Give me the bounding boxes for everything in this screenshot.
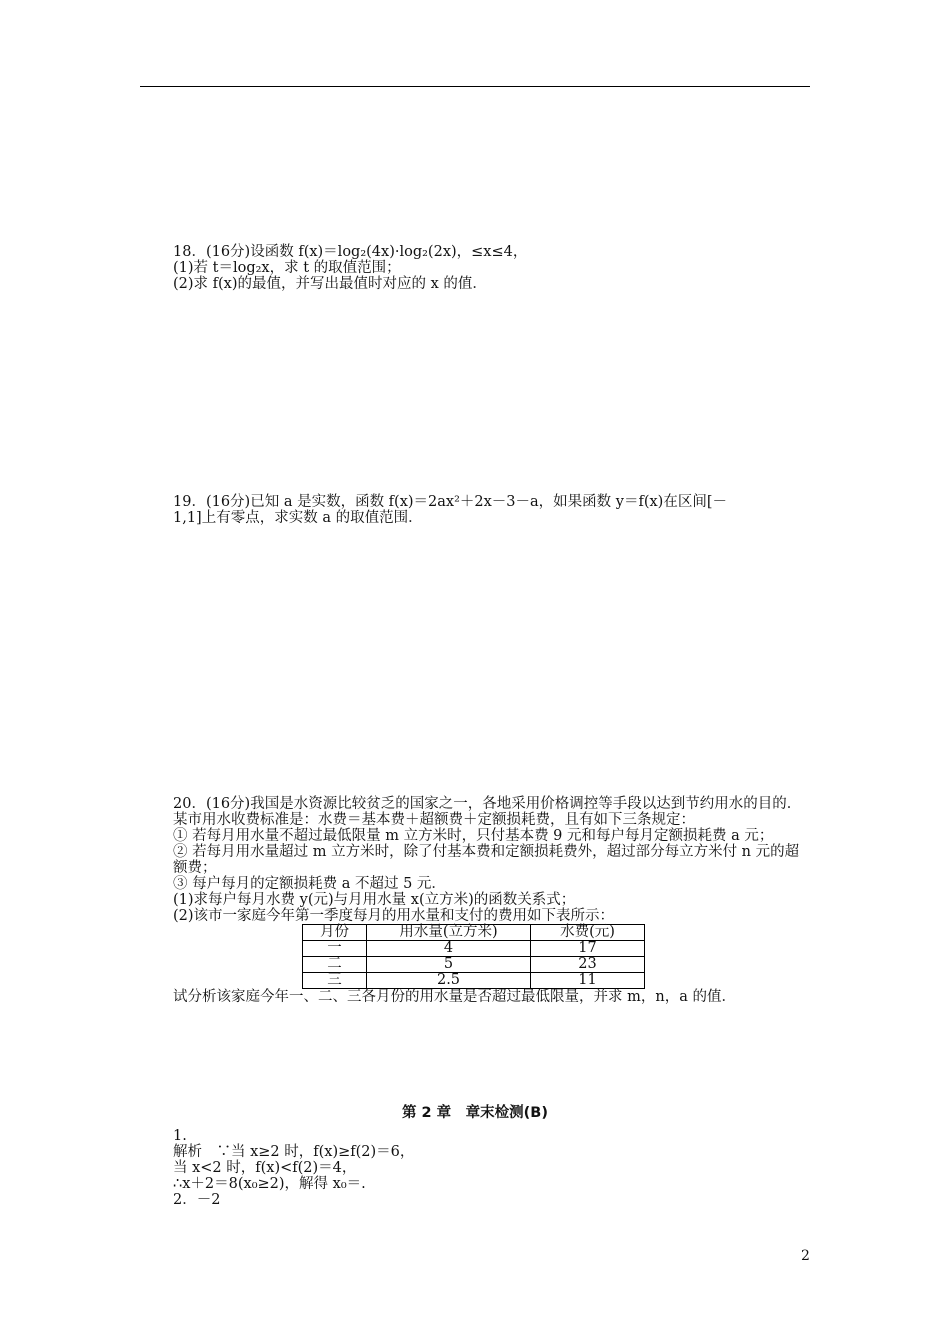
question-20-rule-1: ① 若每月用水量不超过最低限量 m 立方米时，只付基本费 9 元和每户每月定额损耗费 a 元； (173, 828, 774, 844)
answer-line: 解析 ∵当 x≥2 时，f(x)≥f(2)＝6， (173, 1144, 415, 1160)
question-20-rule-3: ③ 每户每月的定额损耗费 a 不超过 5 元． (173, 876, 446, 892)
page-number: 2 (801, 1248, 810, 1264)
table-cell: 三 (303, 973, 367, 989)
table-row (303, 973, 645, 989)
table-cell: 2.5 (367, 973, 531, 989)
answer-line: ∴x＋2＝8(x₀≥2)，解得 x₀＝. (173, 1176, 366, 1192)
table-row (303, 941, 645, 957)
table-header-cell: 水费(元) (531, 925, 645, 941)
water-fee-table (302, 924, 645, 989)
question-20-intro: 20．(16分)我国是水资源比较贫乏的国家之一，各地采用价格调控等手段以达到节约用水的目的．某市用水收费标准是：水费＝基本费＋超额费＋定额损耗费，且有如下三条规定： (173, 796, 802, 828)
table-cell: 5 (367, 957, 531, 973)
answers-section (173, 1128, 813, 1208)
question-20 (173, 796, 813, 1005)
question-20-rule-2: ② 若每月用水量超过 m 立方米时，除了付基本费和定额损耗费外，超过部分每立方米付 n 元的超额费； (173, 844, 800, 876)
answers-title: 第 2 章 章末检测(B) (402, 1105, 548, 1121)
question-18-stem: 18．(16分)设函数 f(x)＝log₂(4x)·log₂(2x)，≤x≤4， (173, 244, 528, 260)
table-cell: 11 (531, 973, 645, 989)
question-19-stem-cont: 1,1]上有零点，求实数 a 的取值范围． (173, 510, 423, 526)
table-header-cell: 用水量(立方米) (367, 925, 531, 941)
answer-line: 1. (173, 1128, 187, 1144)
question-18-part-1: (1)若 t＝log₂x，求 t 的取值范围； (173, 260, 401, 276)
table-row (303, 957, 645, 973)
table-cell: 4 (367, 941, 531, 957)
table-cell: 23 (531, 957, 645, 973)
table-cell: 二 (303, 957, 367, 973)
table-cell: 一 (303, 941, 367, 957)
question-20-part-2: (2)该市一家庭今年第一季度每月的用水量和支付的费用如下表所示： (173, 908, 615, 924)
question-18-part-2: (2)求 f(x)的最值，并写出最值时对应的 x 的值． (173, 276, 487, 292)
question-20-part-1: (1)求每户每月水费 y(元)与月用水量 x(立方米)的函数关系式； (173, 892, 576, 908)
question-20-closing: 试分析该家庭今年一、二、三各月份的用水量是否超过最低限量，并求 m，n，a 的值． (173, 989, 736, 1005)
header-rule (140, 86, 810, 87)
question-19-stem: 19．(16分)已知 a 是实数，函数 f(x)＝2ax²＋2x－3－a，如果函数 y＝f(x)在区间[－ (173, 494, 727, 510)
table-cell: 17 (531, 941, 645, 957)
answer-line: 当 x<2 时，f(x)<f(2)＝4， (173, 1160, 357, 1176)
table-header-row (303, 925, 645, 941)
question-19 (173, 494, 813, 526)
answer-line: 2．－2 (173, 1192, 221, 1208)
table-header-cell: 月份 (303, 925, 367, 941)
question-18 (173, 244, 813, 292)
